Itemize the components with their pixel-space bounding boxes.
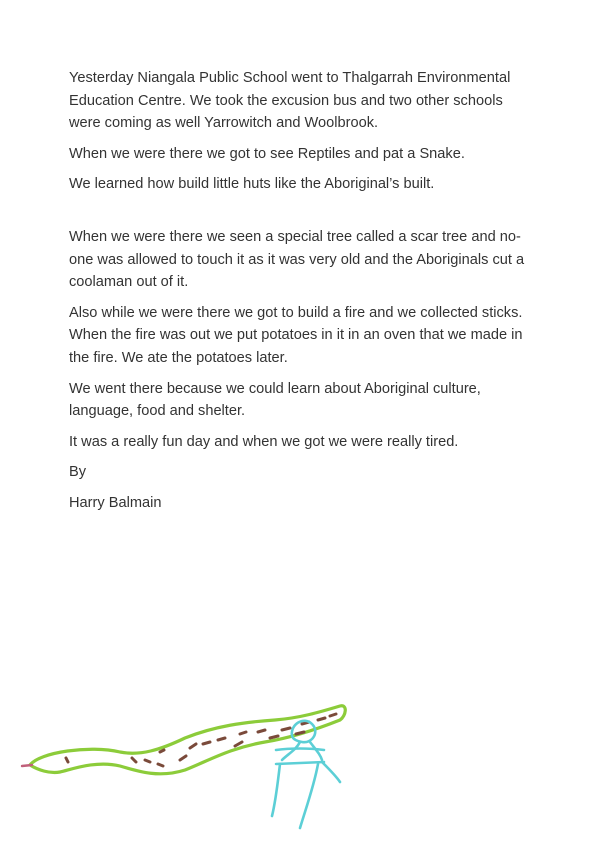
- author-name: Harry Balmain: [69, 494, 162, 511]
- paragraph-reptiles: When we were there we got to see Reptiles and pat a Snake.: [69, 145, 465, 162]
- child-drawing-snake-and-person: [0, 690, 596, 842]
- paragraph-intro: Yesterday Niangala Public School went to Thalgarrah Environmental Education Centre. We took the excusion bus and two other schools were coming as well Yarrowitch and Woolbrook.: [69, 70, 511, 132]
- byline: By: [69, 464, 87, 481]
- paragraph-reason: We went there because we could learn about Aboriginal culture, language, food and shelter.: [69, 380, 481, 420]
- paragraph-huts: We learned how build little huts like the Aboriginal’s built.: [69, 176, 435, 193]
- letter-body: [69, 67, 529, 523]
- snake-tongue: [22, 765, 32, 766]
- paragraph-fun-day: It was a really fun day and when we got we were really tired.: [69, 433, 459, 450]
- paragraph-fire: Also while we were there we got to build a fire and we collected sticks. When the fire was out we put potatoes in it in an oven that we made in the fire. We ate the potatoes later.: [69, 304, 523, 366]
- paragraph-scar-tree: When we were there we seen a special tree called a scar tree and no-one was allowed to touch it as it was very old and the Aboriginals cut a coolaman out of it.: [69, 228, 525, 291]
- stick-figure-person: [272, 721, 340, 828]
